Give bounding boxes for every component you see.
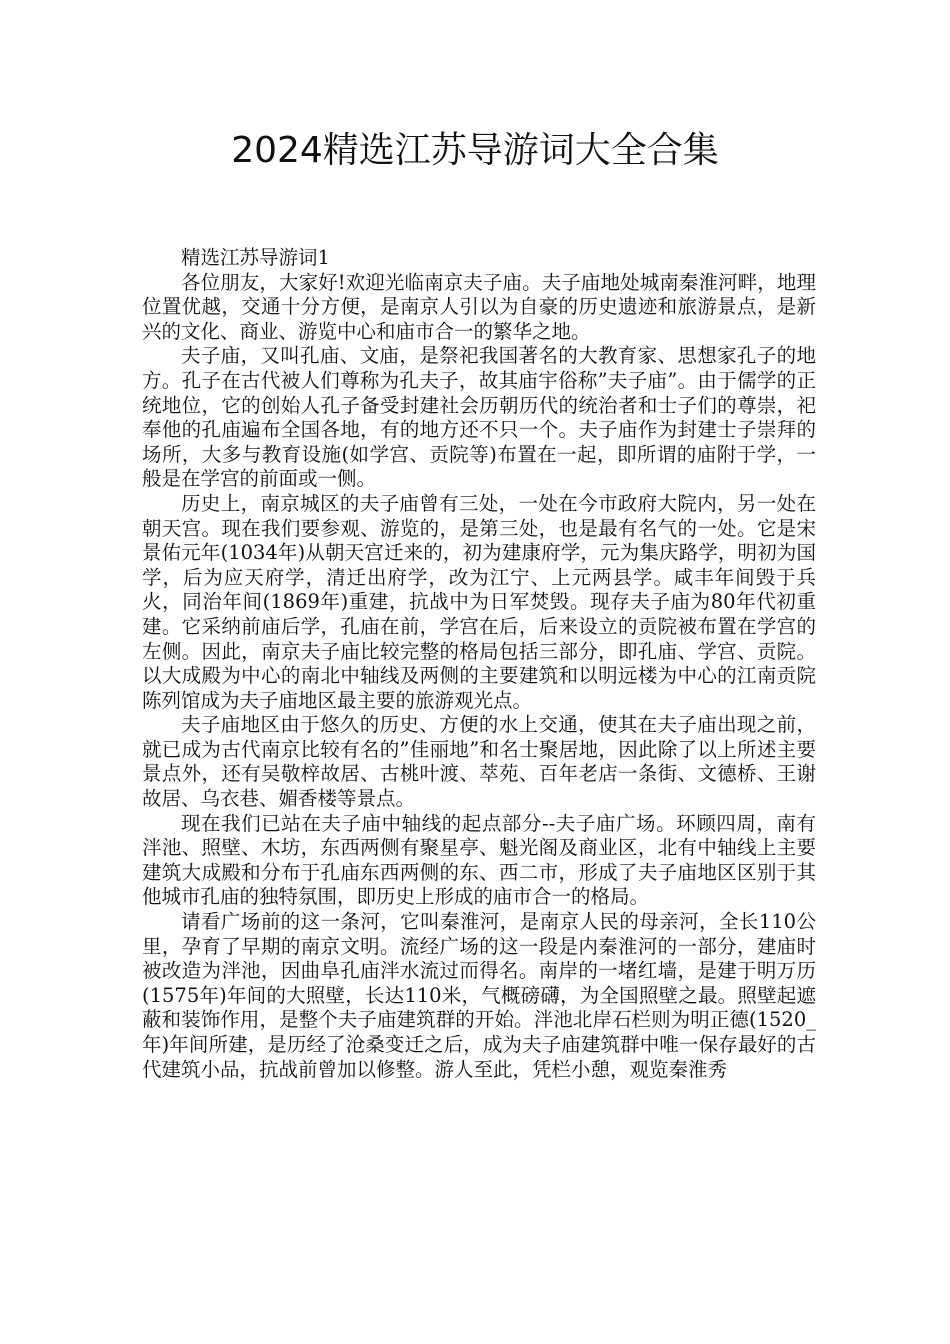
document-body <box>142 246 816 1082</box>
paragraph-welcome: 各位朋友，大家好!欢迎光临南京夫子庙。夫子庙地处城南秦淮河畔，地理位置优越，交通十分方便，是南京人引以为自豪的历史遗迹和旅游景点，是新兴的文化、商业、游览中心和庙市合一的繁华之地。 <box>142 270 816 343</box>
paragraph-qinhuai-river: 请看广场前的这一条河，它叫秦淮河，是南京人民的母亲河，全长110公里，孕育了早期的南京文明。流经广场的这一段是内秦淮河的一部分，建庙时被改造为泮池，因曲阜孔庙泮水流过而得名。南岸的一堵红墙，是建于明万历(1575年)年间的大照壁，长达110米，气概磅礴，为全国照壁之最。照壁起遮蔽和装饰作用，是整个夫子庙建筑群的开始。泮池北岸石栏则为明正德(1520_年)年间所建，是历经了沧桑变迁之后，成为夫子庙建筑群中唯一保存最好的古代建筑小品，抗战前曾加以修整。游人至此，凭栏小憩，观览秦淮秀 <box>142 910 816 1081</box>
paragraph-history: 历史上，南京城区的夫子庙曾有三处，一处在今市政府大院内，另一处在朝天宫。现在我们要参观、游览的，是第三处，也是最有名气的一处。它是宋景佑元年(1034年)从朝天宫迁来的，初为建康府学，元为集庆路学，明初为国学，后为应天府学，清迁出府学，改为江宁、上元两县学。咸丰年间毁于兵火，同治年间(1869年)重建，抗战中为日军焚毁。现存夫子庙为80年代初重建。它采纳前庙后学，孔庙在前，学宫在后，后来设立的贡院被布置在学宫的左侧。因此，南京夫子庙比较完整的格局包括三部分，即孔庙、学宫、贡院。以大成殿为中心的南北中轴线及两侧的主要建筑和以明远楼为中心的江南贡院陈列馆成为夫子庙地区最主要的旅游观光点。 <box>142 491 816 712</box>
document-title: 2024精选江苏导游词大全合集 <box>231 130 719 171</box>
paragraph-scenic-spots: 夫子庙地区由于悠久的历史、方便的水上交通，使其在夫子庙出现之前，就已成为古代南京比较有名的”佳丽地”和名士聚居地，因此除了以上所述主要景点外，还有吴敬梓故居、古桃叶渡、萃苑、百年老店一条街、文德桥、王谢故居、乌衣巷、媚香楼等景点。 <box>142 713 816 811</box>
section-heading: 精选江苏导游词1 <box>181 246 330 269</box>
paragraph-confucius-temple: 夫子庙，又叫孔庙、文庙，是祭祀我国著名的大教育家、思想家孔子的地方。孔子在古代被人们尊称为孔夫子，故其庙宇俗称”夫子庙”。由于儒学的正统地位，它的创始人孔子备受封建社会历朝历代的统治者和士子们的尊崇，祀奉他的孔庙遍布全国各地，有的地方还不只一个。夫子庙作为封建士子崇拜的场所，大多与教育设施(如学宫、贡院等)布置在一起，即所谓的庙附于学，一般是在学宫的前面或一侧。 <box>142 344 816 491</box>
paragraph-square: 现在我们已站在夫子庙中轴线的起点部分--夫子庙广场。环顾四周，南有泮池、照壁、木坊，东西两侧有聚星亭、魁光阁及商业区，北有中轴线上主要建筑大成殿和分布于孔庙东西两侧的东、西二市，形成了夫子庙地区区别于其他城市孔庙的独特氛围，即历史上形成的庙市合一的格局。 <box>142 811 816 909</box>
